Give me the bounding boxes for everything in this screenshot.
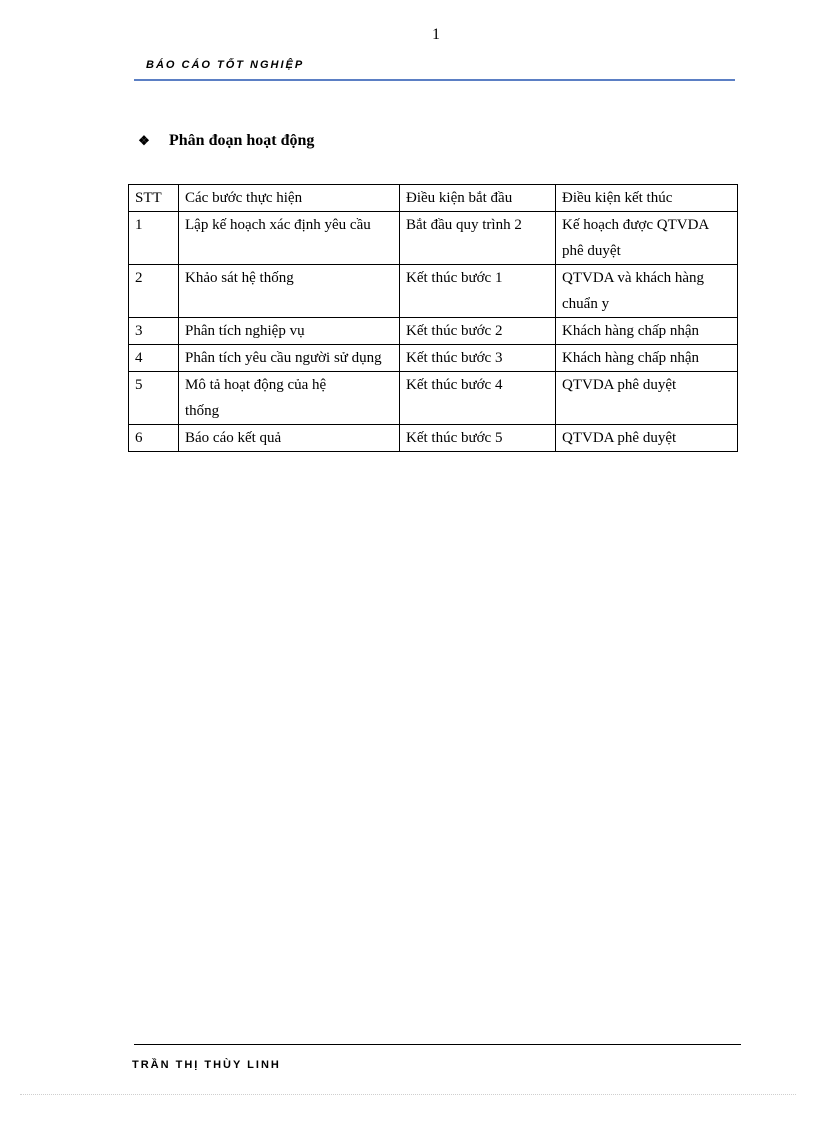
table-cell: Khảo sát hệ thống: [179, 265, 400, 318]
table-cell: Phân tích nghiệp vụ: [179, 318, 400, 345]
header-divider: [134, 79, 735, 81]
page-number: 1: [432, 26, 440, 43]
table-cell: Kết thúc bước 1: [400, 265, 556, 318]
table-row: [129, 345, 738, 372]
table-cell: 6: [129, 425, 179, 452]
table-cell: Lập kế hoạch xác định yêu cầu: [179, 212, 400, 265]
table-cell: Kết thúc bước 2: [400, 318, 556, 345]
header-cell-start-condition: Điều kiện bắt đầu: [400, 185, 556, 212]
table-row: [129, 318, 738, 345]
table-cell: QTVDA và khách hàng chuẩn y: [556, 265, 738, 318]
table-row: [129, 372, 738, 425]
table-row: [129, 425, 738, 452]
table-cell: QTVDA phê duyệt: [556, 372, 738, 425]
table-cell: Kết thúc bước 3: [400, 345, 556, 372]
table-cell: Kế hoạch được QTVDA phê duyệt: [556, 212, 738, 265]
footer-divider: [134, 1044, 741, 1045]
diamond-bullet-icon: ❖: [138, 133, 150, 148]
table-cell: 5: [129, 372, 179, 425]
table-cell: 2: [129, 265, 179, 318]
table-header-row: [129, 185, 738, 212]
table-cell: Bắt đầu quy trình 2: [400, 212, 556, 265]
table-cell: Khách hàng chấp nhận: [556, 345, 738, 372]
header-title: BÁO CÁO TỐT NGHIỆP: [146, 59, 305, 71]
table-cell: 4: [129, 345, 179, 372]
table-cell: Kết thúc bước 5: [400, 425, 556, 452]
table-cell: Báo cáo kết quả: [179, 425, 400, 452]
table-cell: Mô tả hoạt động của hệ thống: [179, 372, 400, 425]
table-row: [129, 212, 738, 265]
table-row: [129, 265, 738, 318]
table-cell: Khách hàng chấp nhận: [556, 318, 738, 345]
footer-author-name: TRẦN THỊ THÙY LINH: [132, 1059, 281, 1071]
header-cell-steps: Các bước thực hiện: [179, 185, 400, 212]
phases-table: [128, 184, 738, 452]
table-cell: 3: [129, 318, 179, 345]
section-title: Phân đoạn hoạt động: [169, 132, 315, 149]
table-cell: Phân tích yêu cầu người sử dụng: [179, 345, 400, 372]
page-bottom-border: [20, 1094, 796, 1095]
section-heading: [137, 132, 314, 150]
table-cell: Kết thúc bước 4: [400, 372, 556, 425]
table-cell: QTVDA phê duyệt: [556, 425, 738, 452]
table-cell: 1: [129, 212, 179, 265]
header-cell-stt: STT: [129, 185, 179, 212]
header-cell-end-condition: Điều kiện kết thúc: [556, 185, 738, 212]
